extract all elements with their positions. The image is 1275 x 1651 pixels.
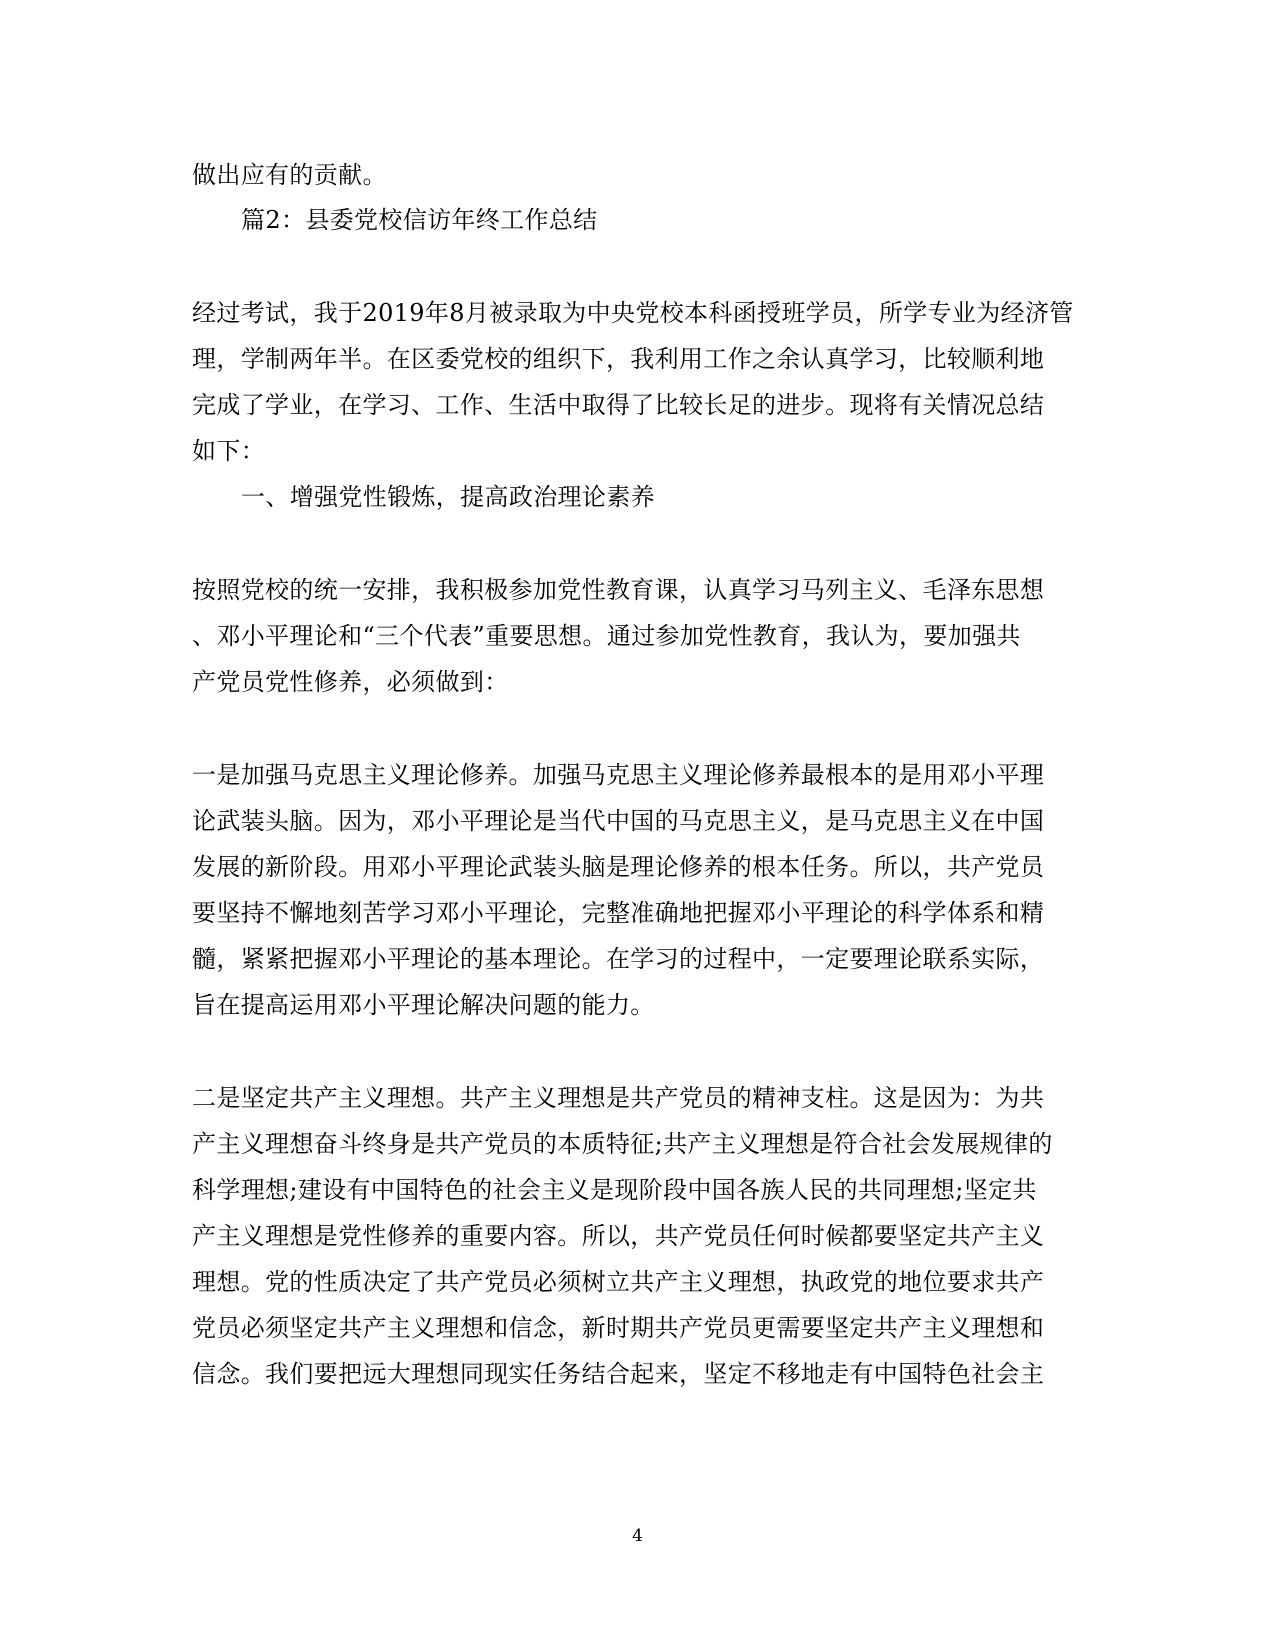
text-line: 二是坚定共产主义理想。共产主义理想是共产党员的精神支柱。这是因为：为共 [192, 1084, 1045, 1112]
text-line: 做出应有的贡献。 [192, 161, 387, 189]
text-line: 髓，紧紧把握邓小平理论的基本理论。在学习的过程中，一定要理论联系实际， [192, 945, 1045, 973]
text-line: 信念。我们要把远大理想同现实任务结合起来，坚定不移地走有中国特色社会主 [192, 1360, 1045, 1388]
text-line: 一是加强马克思主义理论修养。加强马克思主义理论修养最根本的是用邓小平理 [192, 761, 1045, 789]
text-line: 经过考试，我于2019年8月被录取为中央党校本科函授班学员，所学专业为经济管 [192, 299, 1074, 327]
text-line: 理想。党的性质决定了共产党员必须树立共产主义理想，执政党的地位要求共产 [192, 1268, 1045, 1296]
text-line: 旨在提高运用邓小平理论解决问题的能力。 [192, 991, 655, 1019]
text-line: 理，学制两年半。在区委党校的组织下，我利用工作之余认真学习，比较顺利地 [192, 345, 1045, 373]
text-line: 、邓小平理论和“三个代表”重要思想。通过参加党性教育，我认为，要加强共 [192, 622, 1021, 650]
section-heading: 篇2：县委党校信访年终工作总结 [241, 206, 598, 234]
text-line: 论武装头脑。因为，邓小平理论是当代中国的马克思主义，是马克思主义在中国 [192, 807, 1045, 835]
text-line: 按照党校的统一安排，我积极参加党性教育课，认真学习马列主义、毛泽东思想 [192, 576, 1045, 604]
text-line: 要坚持不懈地刻苦学习邓小平理论，完整准确地把握邓小平理论的科学体系和精 [192, 899, 1045, 927]
text-line: 产主义理想奋斗终身是共产党员的本质特征;共产主义理想是符合社会发展规律的 [192, 1130, 1053, 1158]
text-line: 发展的新阶段。用邓小平理论武装头脑是理论修养的根本任务。所以，共产党员 [192, 853, 1045, 881]
text-line: 产主义理想是党性修养的重要内容。所以，共产党员任何时候都要坚定共产主义 [192, 1222, 1045, 1250]
section-heading: 一、增强党性锻炼，提高政治理论素养 [241, 483, 655, 511]
text-line: 党员必须坚定共产主义理想和信念，新时期共产党员更需要坚定共产主义理想和 [192, 1314, 1045, 1342]
page-number: 4 [632, 1526, 643, 1546]
text-line: 如下： [192, 437, 266, 465]
text-line: 产党员党性修养，必须做到： [192, 668, 509, 696]
text-line: 完成了学业，在学习、工作、生活中取得了比较长足的进步。现将有关情况总结 [192, 391, 1045, 419]
text-line: 科学理想;建设有中国特色的社会主义是现阶段中国各族人民的共同理想;坚定共 [192, 1176, 1037, 1204]
